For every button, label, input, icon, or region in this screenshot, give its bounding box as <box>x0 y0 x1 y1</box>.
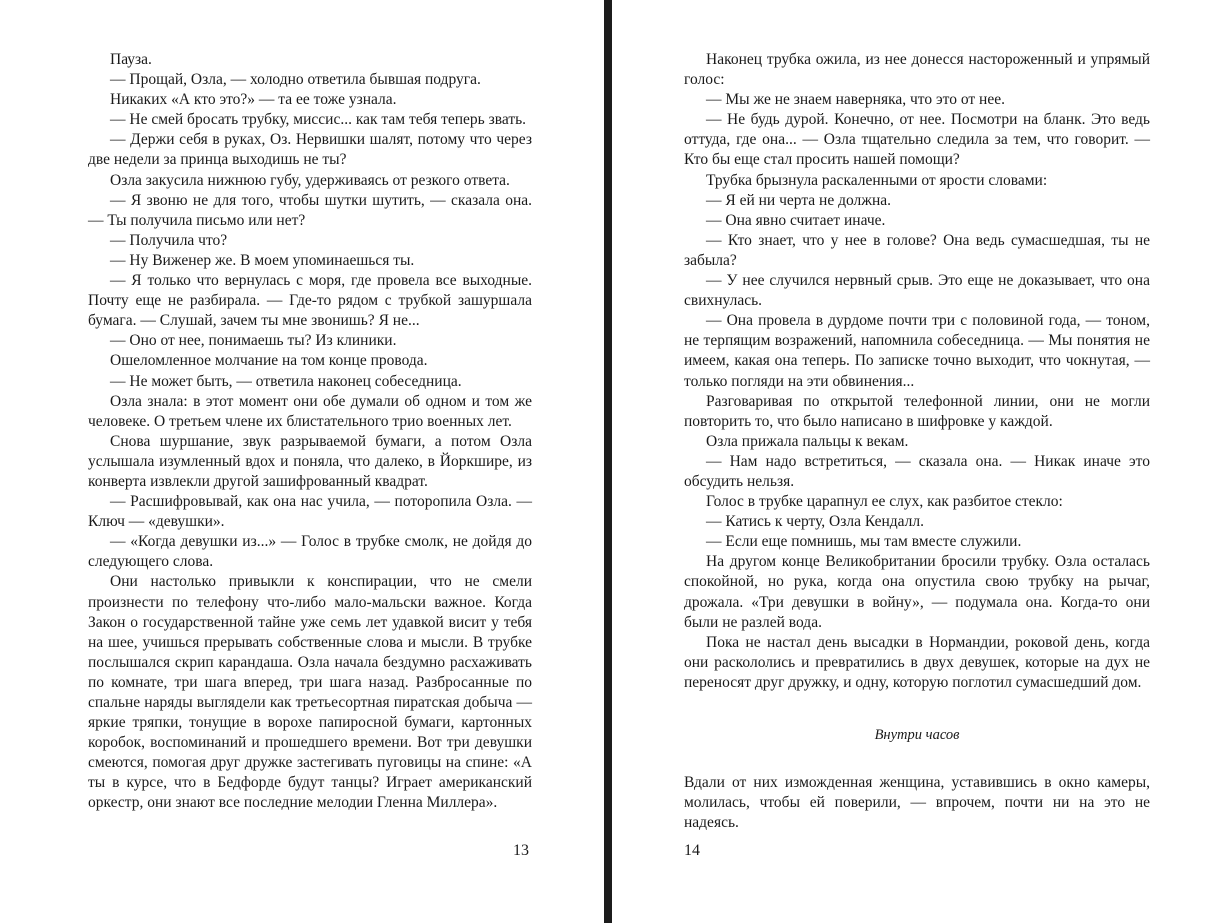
page-number-right: 14 <box>684 842 700 859</box>
paragraph: — Прощай, Озла, — холодно ответила бывшая подруга. <box>110 71 481 89</box>
paragraph: — Нам надо встретиться, — сказала она. — Никак иначе это обсудить нельзя. <box>684 452 1150 490</box>
paragraph: — Она явно считает иначе. <box>706 211 886 229</box>
paragraph: — Я ей ни черта не должна. <box>706 191 892 209</box>
paragraph: — Кто знает, что у нее в голове? Она ведь сумасшедшая, ты не забыла? <box>684 231 1150 269</box>
paragraph: — У нее случился нервный срыв. Это еще не доказывает, что она свихнулась. <box>684 272 1150 310</box>
page-number-left: 13 <box>513 842 529 859</box>
paragraph: Озла прижала пальцы к векам. <box>706 432 909 450</box>
paragraph: — Она провела в дурдоме почти три с половиной года, — тоном, не терпящим возражений, напомнила собеседница. — Мы понятия не имеем, какая она теперь. По записке точно выходит, что чокнутая, — только погляди на эти обвинения... <box>684 312 1150 390</box>
paragraph: — Ну Виженер же. В моем упоминаешься ты. <box>110 251 415 269</box>
paragraph: — Оно от нее, понимаешь ты? Из клиники. <box>110 332 397 350</box>
paragraph: На другом конце Великобритании бросили трубку. Озла осталась спокойной, но рука, когда она опустила свою трубку на рычаг, дрожала. «Три девушки в войну», — подумала она. Когда-то они были не разлей вода. <box>684 553 1150 631</box>
right-page <box>612 0 1214 923</box>
paragraph: Пока не настал день высадки в Нормандии, роковой день, когда они раскололись и превратились в двух девушек, которые на дух не переносят друг дружку, и одну, которую поглотил сумасшедший дом. <box>684 633 1150 691</box>
paragraph: Вдали от них изможденная женщина, уставившись в окно камеры, молилась, чтобы ей поверили, — впрочем, почти ни на это не надеясь. <box>684 774 1150 832</box>
paragraph: — Катись к черту, Озла Кендалл. <box>706 513 924 531</box>
paragraph: Разговаривая по открытой телефонной линии, они не могли повторить то, что было написано в шифровке у каждой. <box>684 392 1150 430</box>
paragraph: Никаких «А кто это?» — та ее тоже узнала. <box>110 91 397 109</box>
paragraph: Озла знала: в этот момент они обе думали об одном и том же человеке. О третьем члене их блистательного трио военных лет. <box>88 392 532 430</box>
paragraph: Ошеломленное молчание на том конце провода. <box>110 352 428 370</box>
paragraph: — «Когда девушки из...» — Голос в трубке смолк, не дойдя до следующего слова. <box>88 533 532 571</box>
section-title: Внутри часов <box>874 727 960 743</box>
paragraph: Озла закусила нижнюю губу, удерживаясь от резкого ответа. <box>110 171 510 189</box>
left-page-text <box>88 50 532 814</box>
paragraph: — Не может быть, — ответила наконец собеседница. <box>110 372 462 390</box>
paragraph: Наконец трубка ожила, из нее донесся настороженный и упрямый голос: <box>684 51 1150 89</box>
paragraph: Снова шуршание, звук разрываемой бумаги, а потом Озла услышала изумленный вдох и поняла, что далеко, в Йоркшире, из конверта извлекли другой зашифрованный квадрат. <box>88 432 532 490</box>
paragraph: — Я звоню не для того, чтобы шутки шутить, — сказала она. — Ты получила письмо или нет? <box>88 191 532 229</box>
paragraph: — Не будь дурой. Конечно, от нее. Посмотри на бланк. Это ведь оттуда, где она... — Озла тщательно следила за тем, что говорит. — Кто бы еще стал просить нашей помощи? <box>684 111 1150 169</box>
paragraph: Они настолько привыкли к конспирации, что не смели произнести по телефону что-либо мало-мальски важное. Когда Закон о государственной тайне уже семь лет удавкой висит у тебя на шее, учишься прерывать собственные слова и мысли. В трубке послышался скрип карандаша. Озла начала бездумно расхаживать по комнате, три шага вперед, три шага назад. Разбросанные по спальне наряды выглядели как третьесортная пиратская добыча — яркие тряпки, тонущие в ворохе папиросной бумаги, картонных коробок, воспоминаний и прошедшего времени. Вот три девушки смеются, помогая друг дружке застегивать пуговицы на спине: «А ты в курсе, что в Бедфорде будут танцы? Играет американский оркестр, они знают все последние мелодии Гленна Миллера». <box>88 573 532 812</box>
left-page <box>0 0 604 923</box>
right-page-text <box>684 50 1150 833</box>
paragraph: Трубка брызнула раскаленными от ярости словами: <box>706 171 1048 189</box>
paragraph: — Получила что? <box>110 231 228 249</box>
paragraph: — Если еще помнишь, мы там вместе служили. <box>706 533 1022 551</box>
paragraph: — Мы же не знаем наверняка, что это от нее. <box>706 91 1005 109</box>
paragraph: Голос в трубке царапнул ее слух, как разбитое стекло: <box>706 493 1063 511</box>
paragraph: — Не смей бросать трубку, миссис... как там тебя теперь звать. <box>110 111 527 129</box>
paragraph: Пауза. <box>110 51 152 68</box>
paragraph: — Я только что вернулась с моря, где провела все выходные. Почту еще не разбирала. — Где-то рядом с трубкой зашуршала бумага. — Слушай, зачем ты мне звонишь? Я не... <box>88 272 532 330</box>
book-gutter <box>604 0 612 923</box>
paragraph: — Держи себя в руках, Оз. Нервишки шалят, потому что через две недели за принца выходишь не ты? <box>88 131 532 169</box>
paragraph: — Расшифровывай, как она нас учила, — поторопила Озла. — Ключ — «девушки». <box>88 493 532 531</box>
